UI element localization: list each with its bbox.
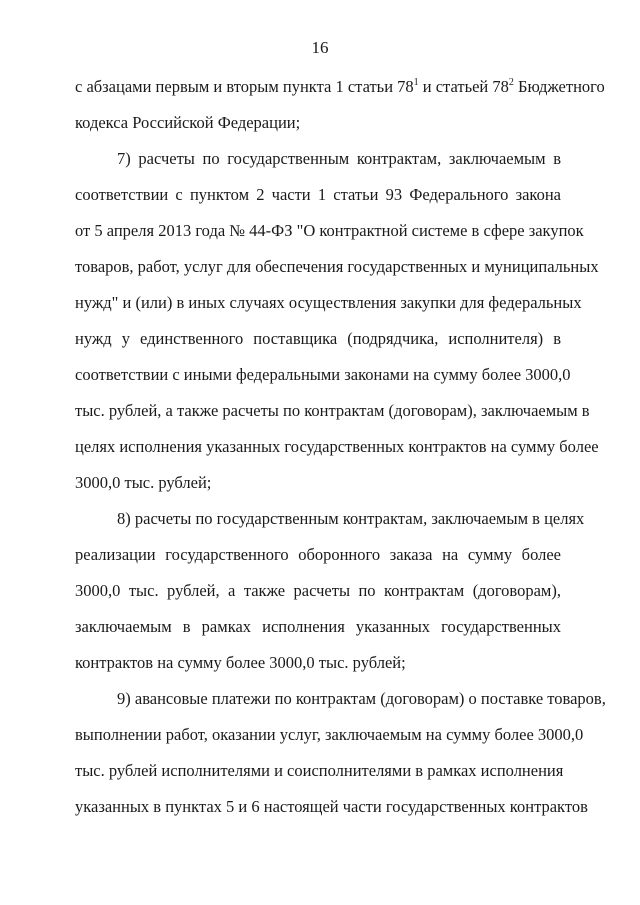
paragraph-8-first-line: 8) расчеты по государственным контрактам, заключаемым в целях — [117, 509, 585, 528]
text-line: тыс. рублей исполнителями и соисполнителями в рамках исполнения — [75, 761, 564, 780]
text-line: контрактов на сумму более 3000,0 тыс. рублей; — [75, 653, 406, 672]
text-line: тыс. рублей, а также расчеты по контрактам (договорам), заключаемым в — [75, 401, 590, 420]
text-line: соответствии с пунктом 2 части 1 статьи 93 Федерального закона — [75, 185, 561, 204]
text-line: с абзацами первым и вторым пункта 1 статьи $78^1$ и статьей $78^2$ Бюджетного — [75, 76, 605, 96]
text-line: реализации государственного оборонного заказа на сумму более — [75, 545, 561, 564]
text-line: соответствии с иными федеральными законами на сумму более 3000,0 — [75, 365, 571, 384]
text-line: заключаемым в рамках исполнения указанных государственных — [75, 617, 561, 636]
text-line: от 5 апреля 2013 года № 44-ФЗ "О контрактной системе в сфере закупок — [75, 221, 584, 240]
text-line: 3000,0 тыс. рублей, а также расчеты по контрактам (договорам), — [75, 581, 561, 600]
text-line: нужд" и (или) в иных случаях осуществления закупки для федеральных — [75, 293, 582, 312]
text-line: кодекса Российской Федерации; — [75, 113, 301, 132]
page-number: 16 — [311, 38, 329, 57]
text-line: указанных в пунктах 5 и 6 настоящей части государственных контрактов — [75, 797, 588, 816]
text-line: товаров, работ, услуг для обеспечения государственных и муниципальных — [75, 257, 599, 276]
text-line: выполнении работ, оказании услуг, заключаемым на сумму более 3000,0 — [75, 725, 584, 744]
text-line: целях исполнения указанных государственных контрактов на сумму более — [75, 437, 599, 456]
paragraph-9-first-line: 9) авансовые платежи по контрактам (договорам) о поставке товаров, — [117, 689, 606, 708]
paragraph-7-first-line: 7) расчеты по государственным контрактам, заключаемым в — [117, 149, 561, 168]
text-line: нужд у единственного поставщика (подрядчика, исполнителя) в — [75, 329, 561, 348]
text-line: 3000,0 тыс. рублей; — [75, 473, 212, 492]
